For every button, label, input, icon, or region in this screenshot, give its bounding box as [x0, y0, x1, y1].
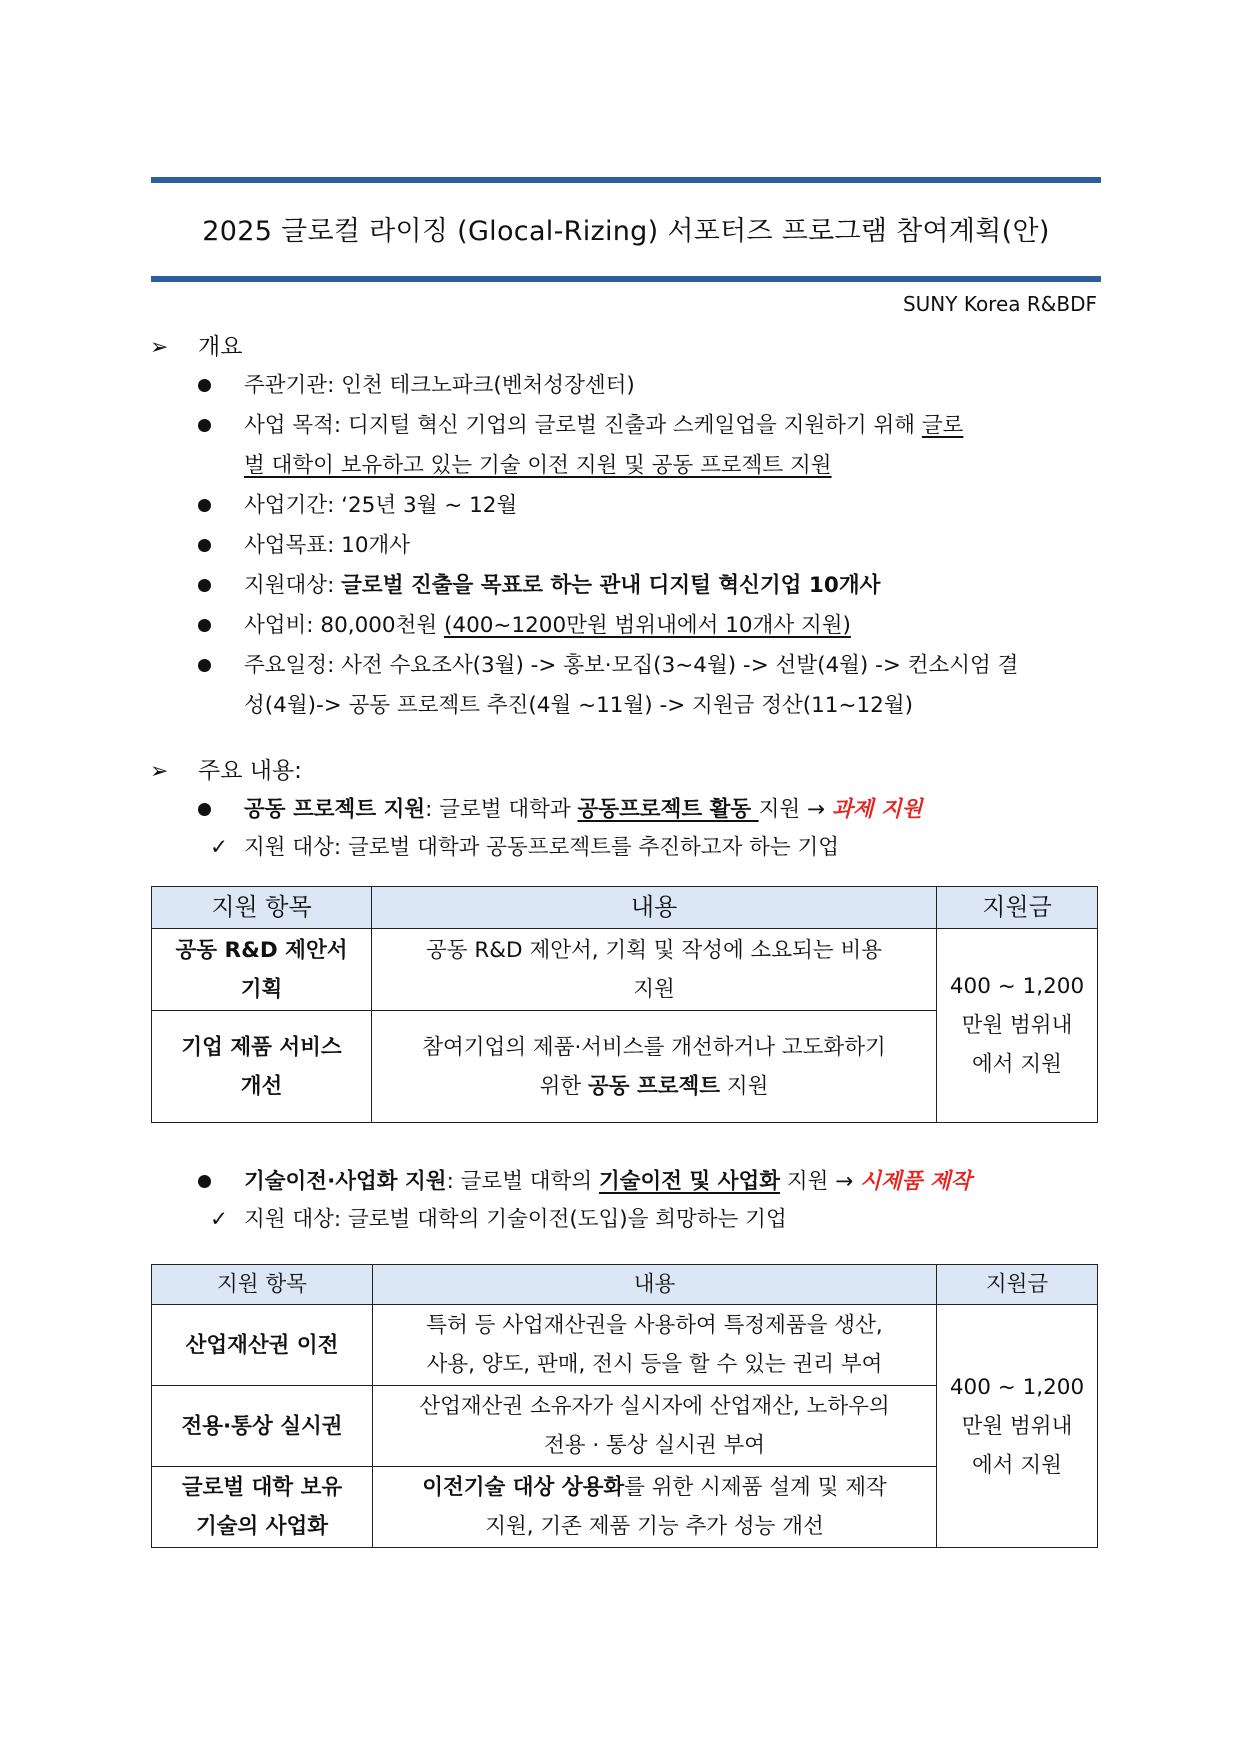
- list-item: 주관기관: 인천 테크노파크(벤처성장센터): [198, 366, 1088, 406]
- bullet-icon: [198, 659, 211, 672]
- bullet-icon: [198, 579, 211, 592]
- list-item-tech-transfer: 기술이전·사업화 지원: 글로벌 대학의 기술이전 및 사업화 지원 → 시제품 제작: [198, 1162, 1088, 1202]
- list-item: 사업 목적: 디지털 혁신 기업의 글로벌 진출과 스케일업을 지원하기 위해 글로 벌 대학이 보유하고 있는 기술 이전 지원 및 공동 프로젝트 지원: [198, 406, 1088, 486]
- bullet-icon: [198, 539, 211, 552]
- section-overview: [150, 328, 242, 361]
- bullet-icon: [198, 1175, 211, 1188]
- bullet-icon: [198, 419, 211, 432]
- checkmark-icon: ✓: [210, 1207, 229, 1232]
- check-item: ✓ 지원 대상: 글로벌 대학의 기술이전(도입)을 희망하는 기업: [210, 1200, 787, 1240]
- list-item-joint-project: 공동 프로젝트 지원: 글로벌 대학과 공동프로젝트 활동 지원 → 과제 지원: [198, 790, 1088, 830]
- section-heading: 개요: [198, 334, 243, 360]
- table-header: 지원 항목: [152, 1265, 373, 1305]
- table-header: 내용: [373, 1265, 937, 1305]
- bullet-icon: [198, 499, 211, 512]
- support-table-joint: [151, 886, 1098, 1123]
- list-item: 사업비: 80,000천원 (400~1200만원 범위내에서 10개사 지원): [198, 606, 1088, 646]
- document-title: 2025 글로컬 라이징 (Glocal-Rizing) 서포터즈 프로그램 참여계획(안): [202, 216, 1050, 247]
- bullet-icon: [198, 803, 211, 816]
- table-header: 지원 항목: [152, 887, 372, 929]
- bullet-icon: [198, 379, 211, 392]
- organization-name: SUNY Korea R&BDF: [902, 292, 1097, 316]
- table-header: 지원금: [937, 1265, 1098, 1305]
- bullet-icon: [198, 619, 211, 632]
- support-amount: 400 ~ 1,200 만원 범위내 에서 지원: [937, 929, 1098, 1123]
- section-main: [150, 752, 302, 785]
- list-item: 사업기간: ‘25년 3월 ~ 12월: [198, 486, 1088, 526]
- checkmark-icon: ✓: [210, 835, 229, 860]
- table-header: 지원금: [937, 887, 1098, 929]
- list-item: 주요일정: 사전 수요조사(3월) -> 홍보·모집(3~4월) -> 선발(4월) -> 컨소시엄 결 성(4월)-> 공동 프로젝트 추진(4월 ~11월) -> 지원금 정산(11~12월): [198, 646, 1088, 726]
- table-row: 전용·통상 실시권 산업재산권 소유자가 실시자에 산업재산, 노하우의 전용 · 통상 실시권 부여: [152, 1386, 1098, 1467]
- bottom-rule: [151, 276, 1101, 282]
- arrow-bullet-icon: ➢: [150, 335, 169, 360]
- list-item: 지원대상: 글로벌 진출을 목표로 하는 관내 디지털 혁신기업 10개사: [198, 566, 1088, 606]
- arrow-bullet-icon: ➢: [150, 759, 169, 784]
- section-heading: 주요 내용:: [198, 758, 302, 784]
- list-item: 사업목표: 10개사: [198, 526, 1088, 566]
- support-amount: 400 ~ 1,200 만원 범위내 에서 지원: [937, 1305, 1098, 1548]
- table-header: 내용: [372, 887, 937, 929]
- support-table-tech: [151, 1264, 1098, 1548]
- top-rule: [151, 177, 1101, 183]
- table-row: 산업재산권 이전 특허 등 사업재산권을 사용하여 특정제품을 생산, 사용, 양도, 판매, 전시 등을 할 수 있는 권리 부여 400 ~ 1,200 만원 범위내 에서 지원: [152, 1305, 1098, 1386]
- table-row: 기업 제품 서비스 개선 참여기업의 제품·서비스를 개선하거나 고도화하기 위한 공동 프로젝트 지원: [152, 1011, 1098, 1123]
- table-row: 글로벌 대학 보유 기술의 사업화 이전기술 대상 상용화를 위한 시제품 설계 및 제작 지원, 기존 제품 기능 추가 성능 개선: [152, 1467, 1098, 1548]
- table-row: 공동 R&D 제안서 기획 공동 R&D 제안서, 기획 및 작성에 소요되는 비용 지원 400 ~ 1,200 만원 범위내 에서 지원: [152, 929, 1098, 1011]
- check-item: ✓ 지원 대상: 글로벌 대학과 공동프로젝트를 추진하고자 하는 기업: [210, 828, 839, 868]
